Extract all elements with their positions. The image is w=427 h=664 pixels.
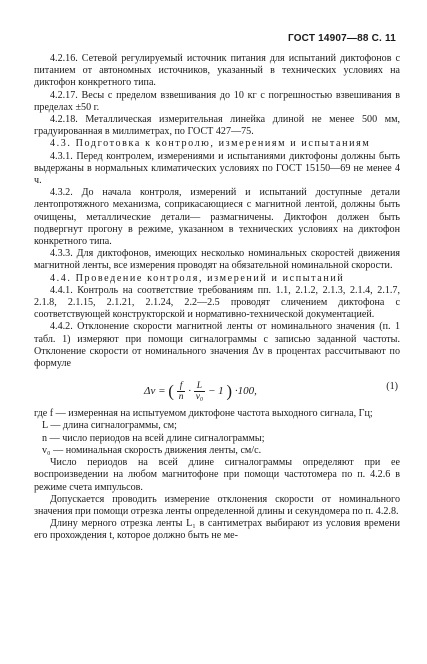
definition-f: где f — измеренная на испытуемом диктофоне частота выходного сигнала, Гц;	[34, 408, 373, 420]
paragraph-4-2-18: 4.2.18. Металлическая измерительная линейка длиной не менее 500 мм, градуированная в миллиметрах, по ГОСТ 427—75.	[34, 114, 400, 138]
formula-1	[34, 375, 400, 405]
formula-multiplier: ·100,	[234, 385, 257, 398]
fraction-f-over-n: $\frac{f}{n}$	[178, 381, 184, 403]
document-body	[34, 53, 400, 543]
paragraph-4-2-17: 4.2.17. Весы с пределом взвешивания до 10 кг с погрешностью взвешивания в пределах ±50 г.	[34, 89, 400, 113]
definition-v0: v₀ — номинальная скорость движения ленты, см/с.	[42, 444, 262, 456]
formula-lhs: Δv =	[144, 385, 166, 398]
definition-n: n — число периодов на всей длине сигналограммы;	[42, 432, 265, 444]
formula-number: (1)	[386, 381, 398, 393]
paragraph-4-3-3: 4.3.3. Для диктофонов, имеющих несколько номинальных скоростей движения магнитной ленты, все измерения проводят на обязательной номинальной скорости.	[34, 248, 400, 272]
paragraph-period-count: Число периодов на всей длине сигналограммы определяют при ее воспроизведении на любом магнитофоне при помощи частотомера по п. 4.2.6 в режиме счета импульсов.	[34, 457, 400, 493]
section-heading-4-4: 4.4. Проведение контроля, измерений и испытаний	[50, 272, 345, 284]
paragraph-4-3-1: 4.3.1. Перед контролем, измерениями и испытаниями диктофоны должны быть выдержаны в нормальных климатических условиях по ГОСТ 15150—69 не менее 4 ч.	[34, 150, 400, 187]
paragraph-length: Длину мерного отрезка ленты L₁ в сантиметрах выбирают из условия времени его прохождения t, которое должно быть не ме-	[34, 518, 400, 542]
formula-minus-one: − 1	[207, 385, 224, 398]
paragraph-4-4-1: 4.4.1. Контроль на соответствие требованиям пп. 1.1, 2.1.2, 2.1.3, 2.1.4, 2.1.7, 2.1.8, 2.1.15, 2.1.21, 2.1.24, 2.2—2.5 проводят сличением диктофона с соответствующей конструкторской и нормативно-технической документацией.	[34, 284, 400, 321]
section-heading-4-3: 4.3. Подготовка к контролю, измерениям и испытаниям	[50, 138, 371, 150]
page-header: ГОСТ 14907—88 С. 11	[287, 33, 396, 44]
paragraph-alternative: Допускается проводить измерение отклонения скорости от номинального значения при помощи отрезка ленты определенной длины и секундомера по п. 4.2.8.	[34, 493, 400, 517]
formula-expression: Δv = ( $\frac{f}{n}$ · $\frac{L}{\text{v₀}}$ − 1 ) ·100,	[144, 381, 257, 403]
fraction-L-over-v0: $\frac{L}{\text{v₀}}$	[195, 381, 204, 403]
paragraph-4-3-2: 4.3.2. До начала контроля, измерений и испытаний доступные детали лентопротяжного механизма, соприкасающиеся с магнитной лентой, должны быть очищены, металлические детали— размагничены. Диктофон должен быть подвергнут прогону в режиме, указанном в технических условиях на диктофон конкретного типа.	[34, 187, 400, 248]
definition-L: L — длина сигналограммы, см;	[42, 420, 177, 432]
paragraph-4-4-2: 4.4.2. Отклонение скорости магнитной ленты от номинального значения (п. 1 табл. 1) измеряют при помощи сигналограммы с записью заданной частоты. Отклонение скорости от номинального значения Δv в процентах рассчитывают по формуле	[34, 321, 400, 370]
paragraph-4-2-16: 4.2.16. Сетевой регулируемый источник питания для испытаний диктофонов с питанием от автономных источников, указанный в технических условиях на диктофон конкретного типа.	[34, 53, 400, 89]
